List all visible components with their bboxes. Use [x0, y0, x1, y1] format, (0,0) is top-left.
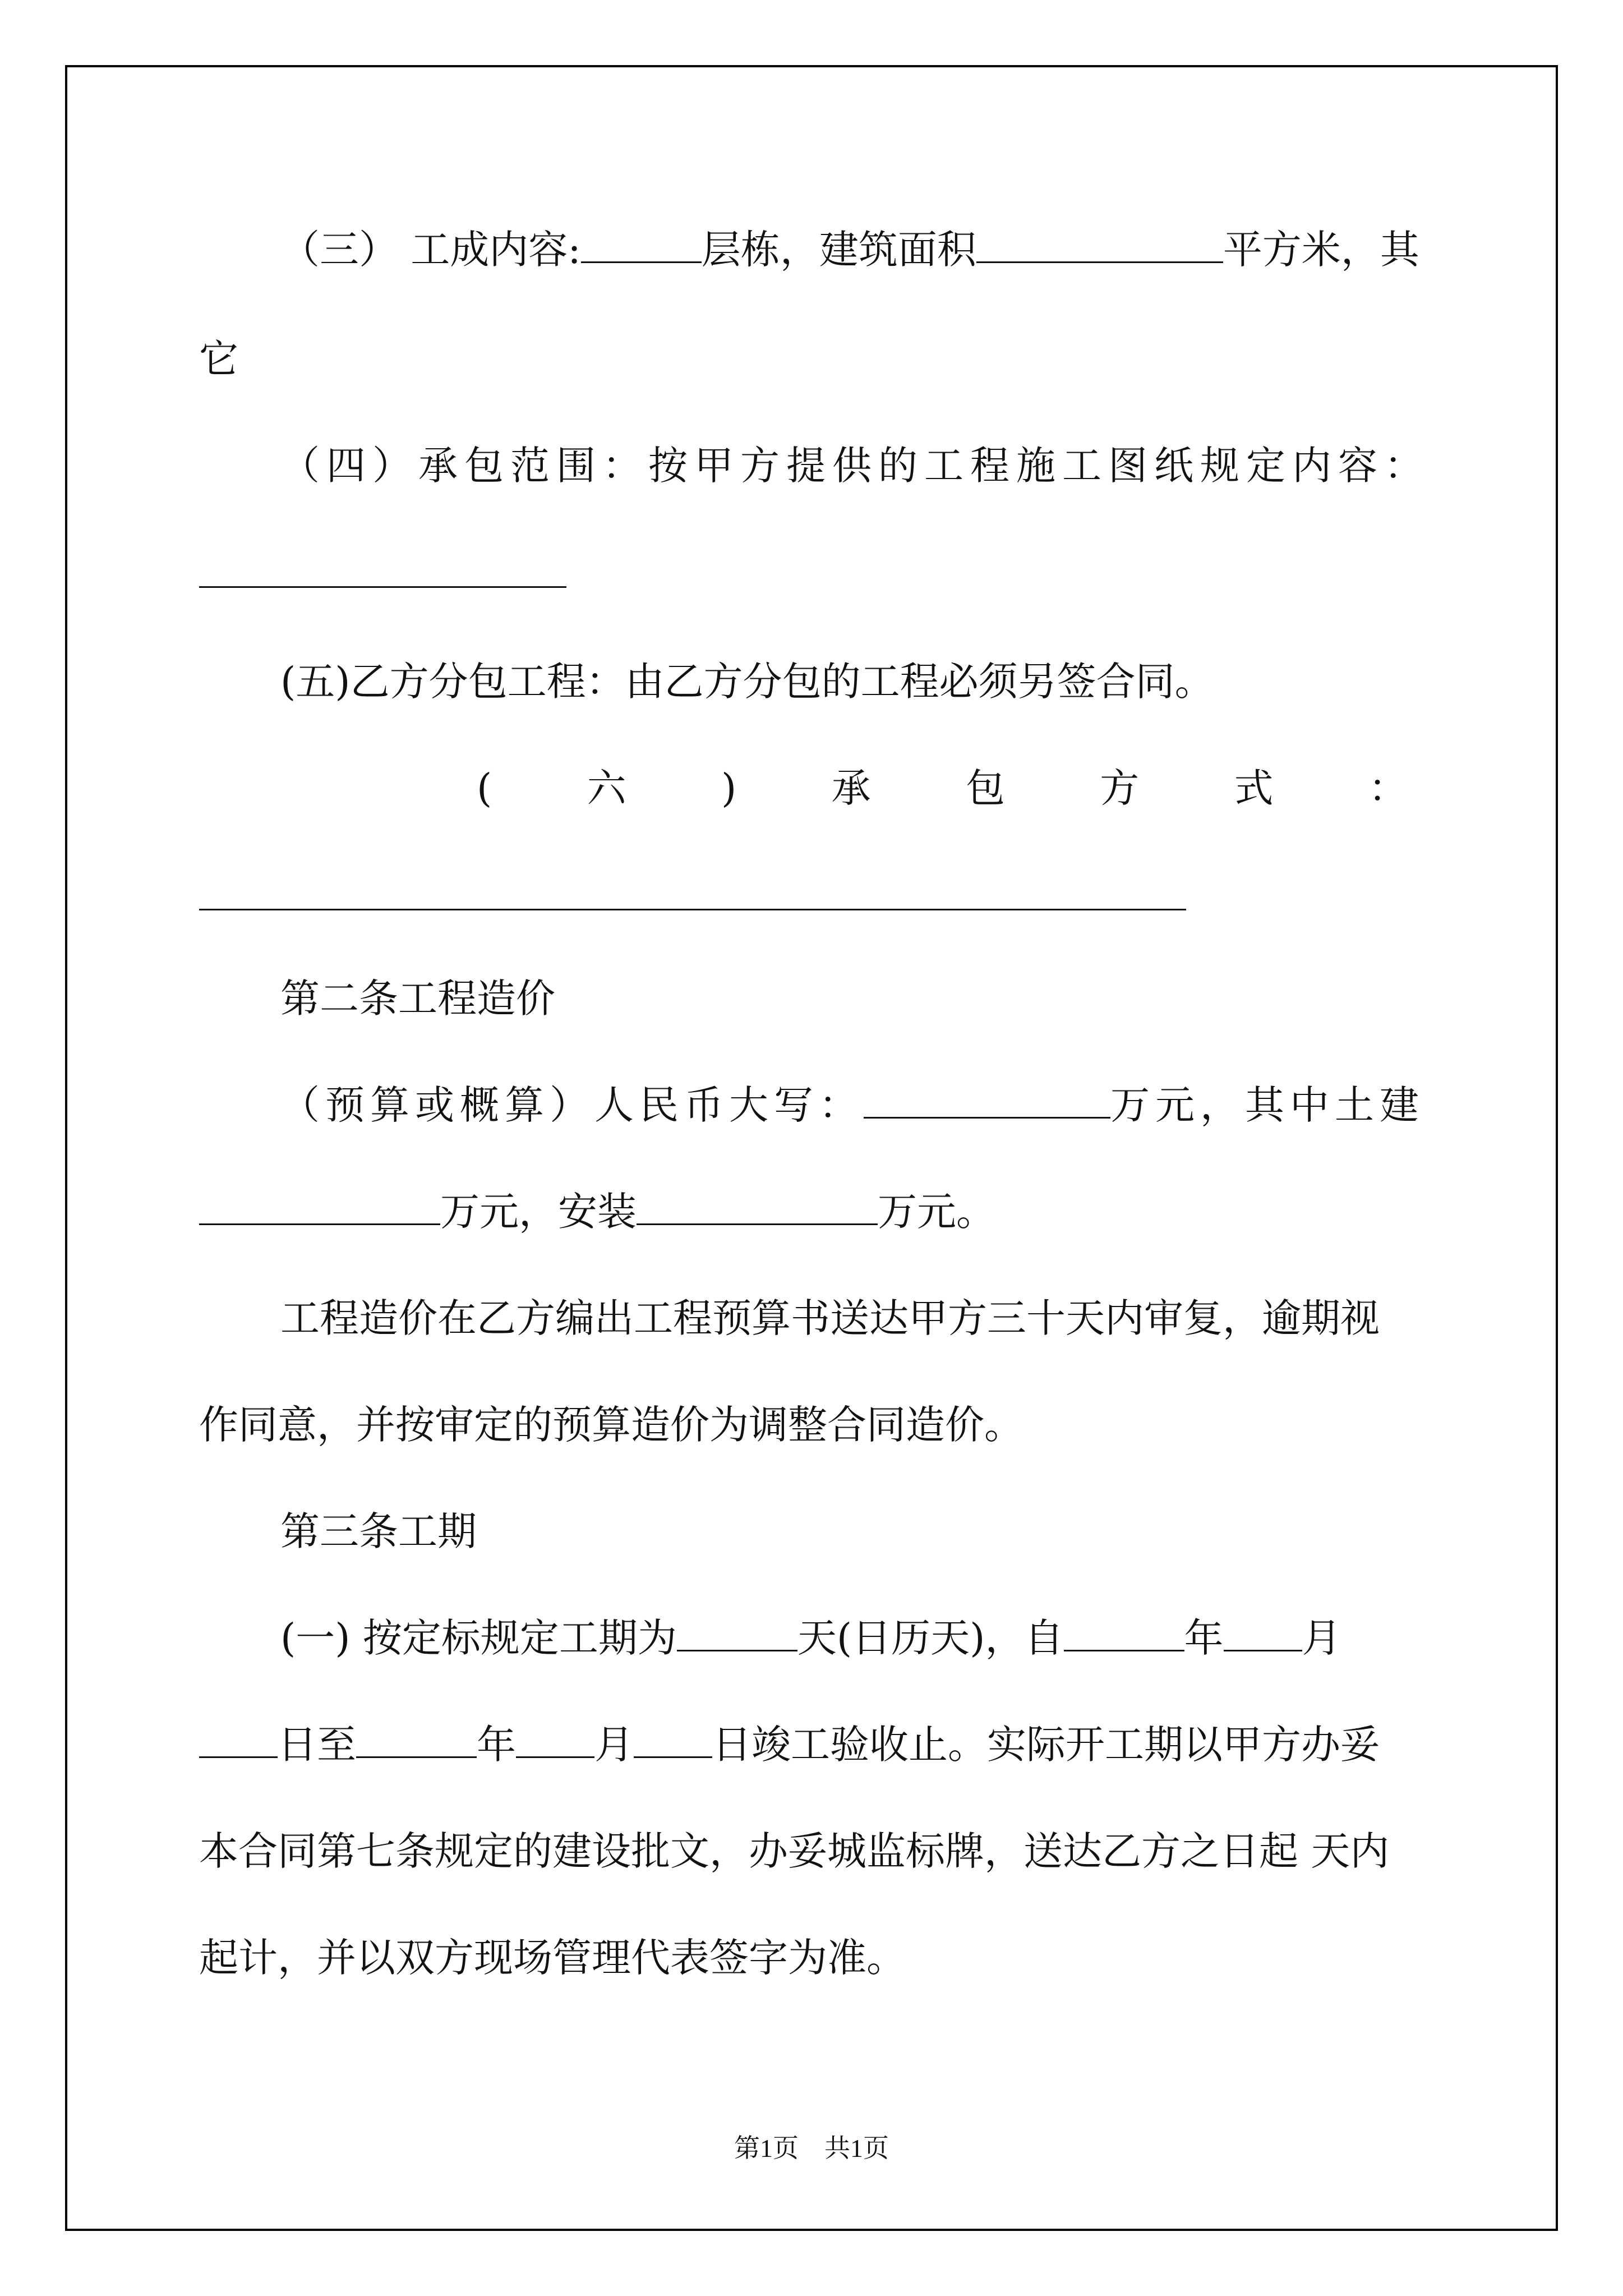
- floors-blank: [581, 227, 702, 263]
- days-blank: [677, 1615, 797, 1651]
- start-year-blank: [1064, 1615, 1184, 1651]
- clause-5: (五)乙方分包工程：由乙方分包的工程必须另签合同。: [280, 659, 1214, 705]
- article-2-para-2-line-1: 工程造价在乙方编出工程预算书送达甲方三十天内审复，逾期视: [280, 1295, 1380, 1341]
- clause-4-line-1: （四）承包范围：按甲方提供的工程施工图纸规定内容：: [280, 443, 1430, 489]
- area-blank: [976, 227, 1223, 263]
- end-month-blank: [516, 1722, 594, 1758]
- install-blank: [637, 1189, 878, 1225]
- clause-6-line: ( 六 ) 承 包 方 式 ：: [477, 765, 1408, 811]
- article-3-line-4: 起计，并以双方现场管理代表签字为准。: [199, 1935, 906, 1981]
- clause-6-blank: [199, 909, 1186, 910]
- amount-blank: [864, 1082, 1110, 1119]
- start-day-blank: [199, 1722, 278, 1758]
- civil-blank: [199, 1189, 440, 1225]
- start-month-blank: [1224, 1615, 1302, 1651]
- end-day-blank: [634, 1722, 712, 1758]
- end-year-blank: [356, 1722, 477, 1758]
- article-2-line-2: 万元，安装 万元。: [199, 1186, 995, 1237]
- article-2-title: 第二条工程造价: [280, 976, 555, 1022]
- clause-4-blank: [199, 586, 566, 588]
- article-3-line-2: 日至 年 月 日竣工验收止。实际开工期以甲方办妥: [199, 1719, 1380, 1770]
- article-3-title: 第三条工期: [280, 1508, 477, 1554]
- article-2-line-1: （预算或概算）人民币大写： 万元，其中土建: [280, 1082, 1424, 1128]
- clause-3-line-2: 它: [199, 336, 238, 382]
- article-3-line-1: (一) 按定标规定工期为 天(日历天)，自 年 月: [280, 1615, 1341, 1661]
- page-border: [65, 65, 1558, 2231]
- clause-3-line-1: （三） 工成内容: 层栋，建筑面积 平方米，其: [280, 227, 1419, 273]
- article-2-para-2-line-2: 作同意，并按审定的预算造价为调整合同造价。: [199, 1402, 1023, 1448]
- article-3-line-3: 本合同第七条规定的建设批文，办妥城监标牌，送达乙方之日起 天内: [199, 1828, 1390, 1874]
- page-number: 第1页 共1页: [734, 2134, 889, 2162]
